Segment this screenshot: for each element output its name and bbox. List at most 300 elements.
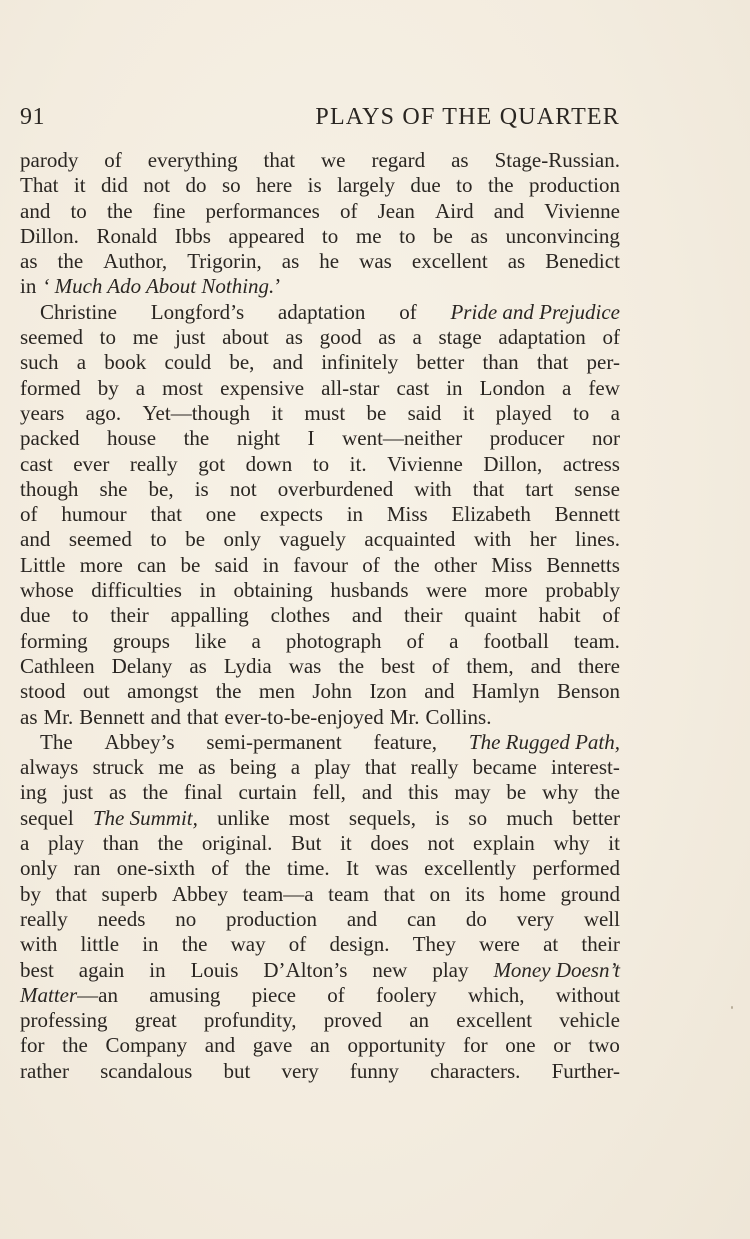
word: Ibbs bbox=[174, 223, 211, 248]
text-line bbox=[20, 249, 620, 274]
word: home bbox=[499, 881, 546, 906]
word: the bbox=[157, 831, 184, 856]
word: foolery bbox=[376, 982, 437, 1007]
word: Cathleen bbox=[20, 653, 95, 678]
word: formed bbox=[20, 375, 81, 400]
word: a bbox=[135, 375, 146, 400]
word: of bbox=[339, 198, 358, 223]
word: feature, bbox=[373, 729, 438, 754]
word: without bbox=[555, 982, 620, 1007]
italic-title: The Rugged Path, bbox=[468, 729, 620, 754]
word: sequels, bbox=[348, 805, 416, 830]
word: it bbox=[608, 831, 620, 856]
word: did bbox=[101, 173, 128, 198]
word: struck bbox=[92, 755, 144, 780]
word: amongst bbox=[127, 679, 199, 704]
word: photograph bbox=[285, 628, 382, 653]
text-line bbox=[20, 907, 620, 932]
word: was bbox=[375, 856, 408, 881]
word: and bbox=[351, 603, 383, 628]
word: really bbox=[129, 451, 178, 476]
word: production bbox=[529, 173, 620, 198]
word: Vivienne bbox=[387, 451, 463, 476]
word: characters. bbox=[430, 1058, 521, 1083]
word: to bbox=[399, 223, 416, 248]
word: as bbox=[507, 249, 526, 274]
text-line bbox=[20, 350, 620, 375]
word: expensive bbox=[220, 375, 305, 400]
word: interest- bbox=[551, 755, 620, 780]
text-line bbox=[20, 578, 620, 603]
word: do bbox=[185, 173, 207, 198]
word: best bbox=[381, 653, 415, 678]
word: with bbox=[20, 932, 58, 957]
word: Dillon. bbox=[20, 223, 79, 248]
word: little bbox=[80, 932, 120, 957]
word: Hamlyn bbox=[471, 679, 540, 704]
word: Dillon, bbox=[483, 451, 543, 476]
word: of bbox=[406, 628, 425, 653]
word: Ronald bbox=[96, 223, 158, 248]
word-group bbox=[20, 983, 118, 1008]
word: a bbox=[20, 831, 30, 856]
word: such bbox=[20, 350, 59, 375]
word: to bbox=[150, 527, 167, 552]
word: ’ bbox=[274, 274, 282, 299]
word: habit bbox=[538, 603, 581, 628]
word: as bbox=[198, 755, 216, 780]
word: being bbox=[229, 755, 277, 780]
word: seemed bbox=[20, 325, 83, 350]
word: be bbox=[180, 552, 201, 577]
word: very bbox=[516, 906, 555, 931]
word: as bbox=[285, 325, 303, 350]
text-line bbox=[20, 274, 620, 299]
word: a bbox=[290, 755, 301, 780]
word: for bbox=[463, 1033, 488, 1058]
word: me bbox=[132, 325, 159, 350]
text-line bbox=[20, 983, 620, 1008]
word: we bbox=[321, 148, 346, 172]
word: or bbox=[553, 1033, 571, 1058]
word: and bbox=[424, 679, 455, 704]
text-line bbox=[20, 148, 620, 173]
word: tart bbox=[525, 476, 554, 501]
word: Company bbox=[105, 1033, 188, 1058]
text-line bbox=[20, 932, 620, 957]
word: everything bbox=[147, 148, 238, 172]
word: appalling bbox=[170, 603, 249, 628]
word: not bbox=[229, 476, 257, 501]
word: why bbox=[553, 831, 590, 856]
word: in bbox=[346, 502, 364, 527]
word: years bbox=[20, 400, 65, 425]
word: John bbox=[312, 679, 353, 704]
word: that bbox=[536, 350, 569, 375]
word: proved bbox=[323, 1008, 383, 1033]
text-line bbox=[20, 553, 620, 578]
word: team bbox=[328, 881, 369, 906]
word: be, bbox=[229, 350, 255, 375]
word: appeared bbox=[228, 223, 305, 248]
word: only bbox=[223, 527, 261, 552]
word: ago. bbox=[85, 400, 122, 425]
word: in bbox=[446, 375, 463, 400]
word: ever-to-be-enjoyed bbox=[224, 704, 384, 729]
word: the bbox=[106, 198, 133, 223]
word: me bbox=[158, 755, 184, 780]
word: to bbox=[72, 603, 89, 628]
word: Elizabeth bbox=[451, 502, 531, 527]
word: played bbox=[495, 400, 552, 425]
word: rather bbox=[20, 1058, 69, 1083]
word: unconvincing bbox=[505, 223, 620, 248]
word: overburdened bbox=[277, 476, 394, 501]
word: on bbox=[429, 881, 451, 906]
word: it bbox=[340, 831, 352, 856]
word: two bbox=[588, 1033, 620, 1058]
body-text bbox=[20, 148, 620, 1084]
word: Christine bbox=[40, 299, 117, 324]
word: in bbox=[149, 957, 166, 982]
word: no bbox=[175, 906, 197, 931]
text-line bbox=[20, 856, 620, 881]
word: fell, bbox=[312, 780, 346, 805]
text-line bbox=[20, 654, 620, 679]
word: and bbox=[530, 653, 561, 678]
word: original. bbox=[201, 831, 273, 856]
word: as bbox=[470, 223, 488, 248]
word: their bbox=[404, 603, 443, 628]
word: for bbox=[20, 1033, 45, 1058]
word: an bbox=[310, 1033, 330, 1058]
word: not bbox=[143, 173, 171, 198]
word: not bbox=[427, 831, 455, 856]
text-line bbox=[20, 679, 620, 704]
text-line bbox=[20, 831, 620, 856]
word: fine bbox=[152, 198, 186, 223]
word: clothes bbox=[270, 603, 331, 628]
word: one-sixth bbox=[116, 856, 195, 881]
word: nor bbox=[592, 426, 620, 451]
word: new bbox=[372, 957, 408, 982]
text-line bbox=[20, 199, 620, 224]
word: sequel bbox=[20, 805, 74, 830]
word: Benson bbox=[557, 679, 620, 704]
word: play bbox=[314, 755, 351, 780]
word: out bbox=[82, 679, 110, 704]
word: Collins. bbox=[425, 704, 492, 729]
word: its bbox=[464, 881, 485, 906]
word: profundity, bbox=[203, 1008, 297, 1033]
word: be bbox=[433, 223, 453, 248]
word: vehicle bbox=[559, 1008, 620, 1033]
word: London bbox=[479, 375, 545, 400]
word: as bbox=[189, 653, 207, 678]
text-line bbox=[20, 705, 620, 730]
word: husbands bbox=[330, 578, 409, 603]
word: could bbox=[164, 350, 212, 375]
text-line bbox=[20, 325, 620, 350]
word: well bbox=[583, 906, 620, 931]
word: that bbox=[472, 476, 505, 501]
word: it bbox=[271, 400, 284, 425]
word: of bbox=[399, 299, 417, 324]
word: —an bbox=[77, 982, 118, 1007]
word: than bbox=[482, 350, 519, 375]
word: that bbox=[150, 502, 182, 527]
word: just bbox=[62, 780, 94, 805]
word: were bbox=[479, 932, 520, 957]
word: in bbox=[20, 274, 37, 299]
text-line bbox=[20, 1059, 620, 1084]
word: better bbox=[572, 805, 620, 830]
word: Bennett bbox=[79, 704, 145, 729]
word: acquainted bbox=[364, 527, 456, 552]
word: the bbox=[487, 173, 514, 198]
word: as bbox=[281, 249, 300, 274]
word: the bbox=[245, 856, 271, 881]
word: very bbox=[281, 1058, 319, 1083]
word: it bbox=[462, 400, 475, 425]
word: that bbox=[263, 148, 296, 172]
italic-title: ‘ Much Ado About Nothing. bbox=[42, 274, 275, 299]
word: producer bbox=[489, 426, 565, 451]
word: can bbox=[406, 906, 437, 931]
word: quaint bbox=[464, 603, 517, 628]
word: infinitely bbox=[321, 350, 399, 375]
word: got bbox=[198, 451, 226, 476]
word: adaptation bbox=[498, 325, 586, 350]
word: it bbox=[73, 173, 86, 198]
word: she bbox=[99, 476, 128, 501]
word: in bbox=[262, 552, 279, 577]
word: of bbox=[602, 603, 620, 628]
word: Benedict bbox=[545, 249, 620, 274]
word: Author, bbox=[103, 249, 168, 274]
word: can bbox=[137, 552, 167, 577]
word: D’Alton’s bbox=[263, 957, 348, 982]
word: that bbox=[186, 704, 219, 729]
word: humour bbox=[61, 502, 127, 527]
word: again bbox=[78, 957, 125, 982]
word: Miss bbox=[386, 502, 428, 527]
word: night bbox=[236, 426, 280, 451]
word: were bbox=[426, 578, 467, 603]
word: the bbox=[57, 249, 84, 274]
word: Izon bbox=[369, 679, 407, 704]
word: due bbox=[20, 603, 51, 628]
word: team—a bbox=[242, 881, 314, 906]
word: But bbox=[291, 831, 322, 856]
word: as bbox=[109, 780, 127, 805]
word: be bbox=[185, 527, 206, 552]
word: of bbox=[362, 552, 380, 577]
word: about bbox=[222, 325, 269, 350]
word: though bbox=[20, 476, 79, 501]
word: her bbox=[529, 527, 557, 552]
text-line bbox=[20, 376, 620, 401]
word: That bbox=[20, 173, 59, 198]
word: down bbox=[245, 451, 293, 476]
word: Jean bbox=[377, 198, 415, 223]
word: became bbox=[472, 755, 537, 780]
word: adaptation bbox=[277, 299, 366, 324]
text-line bbox=[20, 806, 620, 831]
word: Stage-Russian. bbox=[494, 148, 620, 172]
text-line bbox=[20, 755, 620, 780]
word: with bbox=[473, 527, 512, 552]
word: to bbox=[312, 451, 330, 476]
text-line bbox=[20, 1008, 620, 1033]
word: is bbox=[435, 805, 450, 830]
word: Further- bbox=[551, 1058, 620, 1083]
italic-title: The Summit, bbox=[92, 805, 198, 830]
text-line bbox=[20, 224, 620, 249]
word: Mr. bbox=[43, 704, 74, 729]
word: more bbox=[79, 552, 123, 577]
text-line bbox=[20, 173, 620, 198]
word: does bbox=[370, 831, 409, 856]
word: their bbox=[581, 932, 620, 957]
word: men bbox=[258, 679, 295, 704]
word: and bbox=[20, 527, 51, 552]
word: best bbox=[20, 957, 54, 982]
text-line bbox=[20, 527, 620, 552]
word: Abbey’s bbox=[104, 729, 175, 754]
word: the bbox=[394, 552, 420, 577]
word: Lydia bbox=[223, 653, 272, 678]
word: why bbox=[542, 780, 579, 805]
word: groups bbox=[112, 628, 170, 653]
word: production bbox=[226, 906, 318, 931]
word: Little bbox=[20, 552, 66, 577]
word: it. bbox=[349, 451, 367, 476]
word: and bbox=[346, 906, 378, 931]
word: excellently bbox=[424, 856, 517, 881]
word: performed bbox=[532, 856, 620, 881]
word: They bbox=[412, 932, 456, 957]
word: cast bbox=[396, 375, 430, 400]
word: as bbox=[20, 704, 38, 729]
word: regard bbox=[371, 148, 426, 172]
word: a bbox=[251, 628, 261, 653]
word: sense bbox=[574, 476, 620, 501]
word: of bbox=[104, 148, 122, 172]
word: Delany bbox=[111, 653, 173, 678]
word: to bbox=[321, 223, 339, 248]
word: I bbox=[307, 426, 315, 451]
word: that bbox=[364, 755, 397, 780]
word: other bbox=[433, 552, 478, 577]
word: scandalous bbox=[100, 1058, 193, 1083]
text-line bbox=[20, 882, 620, 907]
word: to bbox=[99, 325, 117, 350]
word: the bbox=[594, 780, 620, 805]
word: the bbox=[215, 679, 242, 704]
word: and bbox=[150, 704, 181, 729]
word: better bbox=[416, 350, 465, 375]
text-line bbox=[20, 502, 620, 527]
text-line bbox=[20, 426, 620, 451]
word: design. bbox=[329, 932, 390, 957]
word: at bbox=[543, 932, 559, 957]
word: most bbox=[162, 375, 204, 400]
word: and bbox=[361, 780, 393, 805]
word: as bbox=[451, 148, 469, 172]
word: is bbox=[307, 173, 322, 198]
word: vaguely bbox=[279, 527, 346, 552]
word: the bbox=[183, 426, 210, 451]
word: is bbox=[194, 476, 209, 501]
word: parody bbox=[20, 148, 79, 172]
text-line bbox=[20, 1033, 620, 1058]
word: be bbox=[366, 400, 387, 425]
word: largely bbox=[337, 173, 395, 198]
word: to bbox=[572, 400, 590, 425]
word: one bbox=[505, 1033, 536, 1058]
word: stood bbox=[20, 679, 66, 704]
word: their bbox=[110, 603, 149, 628]
word: cast bbox=[20, 451, 53, 476]
italic-title: Matter bbox=[20, 982, 78, 1007]
word: great bbox=[134, 1008, 177, 1033]
word: the bbox=[338, 653, 365, 678]
word: due bbox=[410, 173, 441, 198]
word: a bbox=[562, 375, 572, 400]
text-line bbox=[20, 629, 620, 654]
word: really bbox=[410, 755, 459, 780]
word: that bbox=[383, 881, 415, 906]
word: play bbox=[47, 831, 85, 856]
word: here bbox=[256, 173, 293, 198]
word: ground bbox=[560, 881, 620, 906]
text-line bbox=[20, 780, 620, 805]
word: obtaining bbox=[233, 578, 313, 603]
word: said bbox=[214, 552, 249, 577]
word: few bbox=[588, 375, 620, 400]
word: stage bbox=[438, 325, 482, 350]
word: good bbox=[319, 325, 362, 350]
word: with bbox=[414, 476, 452, 501]
word: like bbox=[194, 628, 227, 653]
word: way bbox=[230, 932, 266, 957]
word: which, bbox=[467, 982, 525, 1007]
word: Bennetts bbox=[546, 552, 620, 577]
word: packed bbox=[20, 426, 80, 451]
word: a bbox=[412, 325, 422, 350]
word: unlike bbox=[217, 805, 270, 830]
word: by bbox=[97, 375, 119, 400]
text-line bbox=[20, 452, 620, 477]
word: by bbox=[20, 881, 41, 906]
word: of bbox=[431, 653, 450, 678]
word: Vivienne bbox=[544, 198, 620, 223]
word: Aird bbox=[435, 198, 474, 223]
word: difficulties bbox=[91, 578, 182, 603]
word: ever bbox=[73, 451, 110, 476]
word: gave bbox=[252, 1033, 293, 1058]
word: went—neither bbox=[342, 426, 463, 451]
word: team. bbox=[573, 628, 620, 653]
word: It bbox=[345, 856, 359, 881]
word: in bbox=[199, 578, 216, 603]
word: whose bbox=[20, 578, 74, 603]
word: and bbox=[493, 198, 525, 223]
word: do bbox=[465, 906, 487, 931]
word: that bbox=[55, 881, 87, 906]
word: to bbox=[70, 198, 87, 223]
